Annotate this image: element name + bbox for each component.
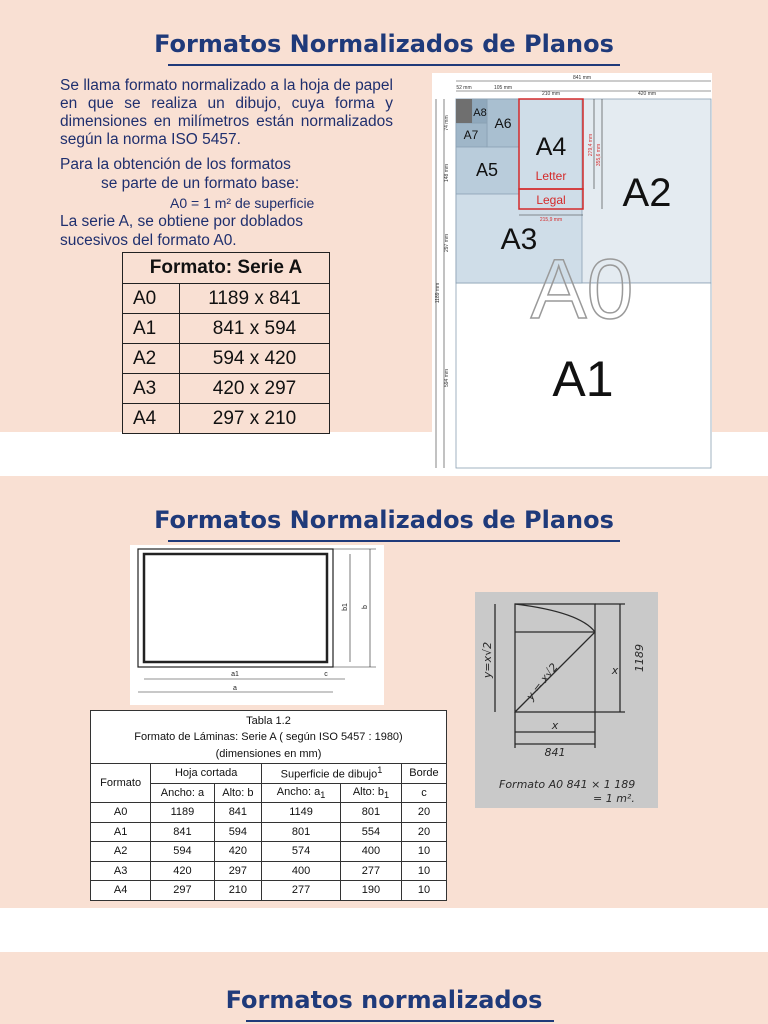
dim-148-label: 148 mm (444, 163, 450, 183)
slide-2-title: Formatos Normalizados de Planos (154, 506, 614, 534)
a5-label: A5 (475, 160, 499, 180)
dimension-cell: 1189 x 841 (180, 284, 330, 314)
table-caption-2: Formato de Láminas: Serie A ( según ISO 5457 : 1980) (91, 729, 447, 745)
slide-1-line-4: La serie A, se obtiene por doblados (60, 213, 304, 230)
x-bottom-label: x (551, 719, 559, 732)
cell: 190 (341, 881, 402, 901)
dim-52-label: 52 mm (456, 85, 472, 91)
slide-1-line-2: se parte de un formato base: (101, 175, 300, 192)
header-formato: Formato (91, 764, 151, 803)
a1-dim-label: a1 (231, 671, 239, 678)
a0-caption-2: = 1 m². (593, 792, 635, 805)
a4-label: A4 (535, 133, 567, 161)
paper-formats-diagram (432, 73, 712, 471)
table-row (91, 881, 447, 901)
construction-lines (495, 604, 625, 748)
cell: 10 (401, 861, 446, 881)
cell: 554 (341, 822, 402, 842)
format-cell: A0 (123, 284, 180, 314)
cell: 10 (401, 881, 446, 901)
cell: 594 (214, 822, 261, 842)
cell: 420 (151, 861, 214, 881)
c-dim-label: c (324, 671, 328, 678)
cell: 420 (214, 842, 261, 862)
sheet-outline (138, 549, 333, 667)
table-row (91, 803, 447, 823)
header-ancho-a: Ancho: a (151, 783, 214, 803)
side-1189-label: 1189 (633, 644, 646, 672)
dim-594-label: 594 mm (444, 368, 450, 388)
iso-5457-table (90, 710, 447, 901)
a3-label: A3 (500, 223, 538, 256)
slide-1-intro: Se llama formato normalizado a la hoja de papel en que se realiza un dibujo, cuya forma y dimensiones en milímetros están normalizados según la norma ISO 5457. (60, 77, 393, 148)
slide-1-title-underline (168, 64, 620, 66)
dimension-cell: 420 x 297 (180, 374, 330, 404)
cell: A2 (91, 842, 151, 862)
a8-label: A8 (473, 107, 487, 119)
cell: A1 (91, 822, 151, 842)
cell: 277 (341, 861, 402, 881)
dimension-cell: 841 x 594 (180, 314, 330, 344)
a0-label: A0 (530, 242, 634, 336)
table-row (91, 861, 447, 881)
cell: 297 (151, 881, 214, 901)
slide-gap-2 (0, 908, 768, 952)
table-row (123, 314, 330, 344)
legal-label: Legal (536, 193, 566, 207)
cell: 277 (262, 881, 341, 901)
a6-label: A6 (494, 115, 512, 131)
a1-label: A1 (552, 351, 614, 407)
header-borde: Borde (401, 764, 446, 784)
y-eq-label: y=x√2 (481, 641, 494, 679)
format-cell: A3 (123, 374, 180, 404)
table-row (91, 822, 447, 842)
dim-210-label: 210 mm (541, 91, 561, 97)
format-cell: A4 (123, 404, 180, 434)
table-row (91, 842, 447, 862)
cell: 1149 (262, 803, 341, 823)
drawing-area-outline (144, 554, 327, 662)
header-ancho-a1-text: Ancho: a (276, 785, 321, 798)
header-alto-b1 (341, 783, 402, 803)
dim-105-label: 105 mm (493, 85, 513, 91)
slide-1-line-5: sucesivos del formato A0. (60, 232, 237, 249)
cell: 801 (262, 822, 341, 842)
a9-region (456, 99, 472, 123)
header-alto-b1-sub: 1 (384, 789, 390, 800)
header-superficie-sup: 1 (377, 765, 383, 776)
slide-2-title-underline (168, 540, 620, 542)
cell: 210 (214, 881, 261, 901)
sheet-dimension-lines (138, 549, 376, 692)
dim-420-label: 420 mm (637, 91, 657, 97)
slide-1-line-1: Para la obtención de los formatos (60, 156, 291, 173)
header-alto-b: Alto: b (214, 783, 261, 803)
cell: 594 (151, 842, 214, 862)
header-superficie-text: Superficie de dibujo (280, 769, 378, 782)
a7-label: A7 (463, 128, 479, 142)
cell: A4 (91, 881, 151, 901)
serie-a-header-row (123, 253, 330, 284)
dim-297-label: 297 mm (444, 233, 450, 253)
cell: A0 (91, 803, 151, 823)
cell: 574 (262, 842, 341, 862)
table-caption-3: (dimensiones en mm) (91, 745, 447, 764)
table-row (123, 374, 330, 404)
header-ancho-a1 (262, 783, 341, 803)
b1-dim-label: b1 (342, 603, 349, 611)
a0-caption-1: Formato A0 841 × 1 189 (499, 778, 636, 791)
dim-841-label: 841 mm (572, 75, 592, 81)
b-dim-label: b (362, 605, 369, 609)
serie-a-header: Formato: Serie A (123, 253, 330, 284)
a0-construction-svg (475, 592, 658, 808)
cell: 297 (214, 861, 261, 881)
paper-formats-svg (432, 73, 712, 471)
header-ancho-a1-sub: 1 (320, 789, 326, 800)
slide-3-title: Formatos normalizados (225, 986, 543, 1014)
sheet-margin-figure (130, 545, 384, 705)
header-superficie (262, 764, 402, 784)
dimension-cell: 594 x 420 (180, 344, 330, 374)
format-cell: A2 (123, 344, 180, 374)
dim-2159-label: 215,9 mm (539, 217, 563, 223)
cell: 1189 (151, 803, 214, 823)
dim-3556-label: 355,6 mm (596, 143, 602, 167)
table-row (123, 284, 330, 314)
cell: 20 (401, 803, 446, 823)
a0-construction-figure (475, 592, 658, 808)
table-row (123, 404, 330, 434)
cell: 841 (214, 803, 261, 823)
cell: 841 (151, 822, 214, 842)
table-caption-1: Tabla 1.2 (91, 711, 447, 730)
a-dim-label: a (233, 685, 237, 692)
header-c: c (401, 783, 446, 803)
table-row (123, 344, 330, 374)
letter-label: Letter (535, 169, 567, 183)
cell: 400 (262, 861, 341, 881)
cell: 20 (401, 822, 446, 842)
cell: 400 (341, 842, 402, 862)
a2-label: A2 (622, 171, 672, 215)
cell: 10 (401, 842, 446, 862)
dim-74-label: 74 mm (444, 115, 450, 131)
slide-1-line-3: A0 = 1 m² de superficie (170, 195, 315, 211)
diagonal-label: y = x√2 (523, 660, 561, 703)
caption-row (91, 711, 447, 730)
slide-3-title-underline (246, 1020, 554, 1022)
dimension-cell: 297 x 210 (180, 404, 330, 434)
sheet-margin-svg (130, 545, 384, 705)
caption-row (91, 745, 447, 764)
slide-1-title: Formatos Normalizados de Planos (154, 30, 614, 58)
header-row (91, 764, 447, 784)
cell: A3 (91, 861, 151, 881)
dim-2794-label: 279,4 mm (588, 133, 594, 157)
header-hoja-cortada: Hoja cortada (151, 764, 262, 784)
bottom-841-label: 841 (544, 746, 566, 759)
caption-row (91, 729, 447, 745)
x-side-label: x (611, 664, 619, 677)
cell: 801 (341, 803, 402, 823)
dim-1189-label: 1189 mm (435, 282, 441, 304)
format-cell: A1 (123, 314, 180, 344)
serie-a-table (122, 252, 330, 434)
header-alto-b1-text: Alto: b (352, 785, 384, 798)
